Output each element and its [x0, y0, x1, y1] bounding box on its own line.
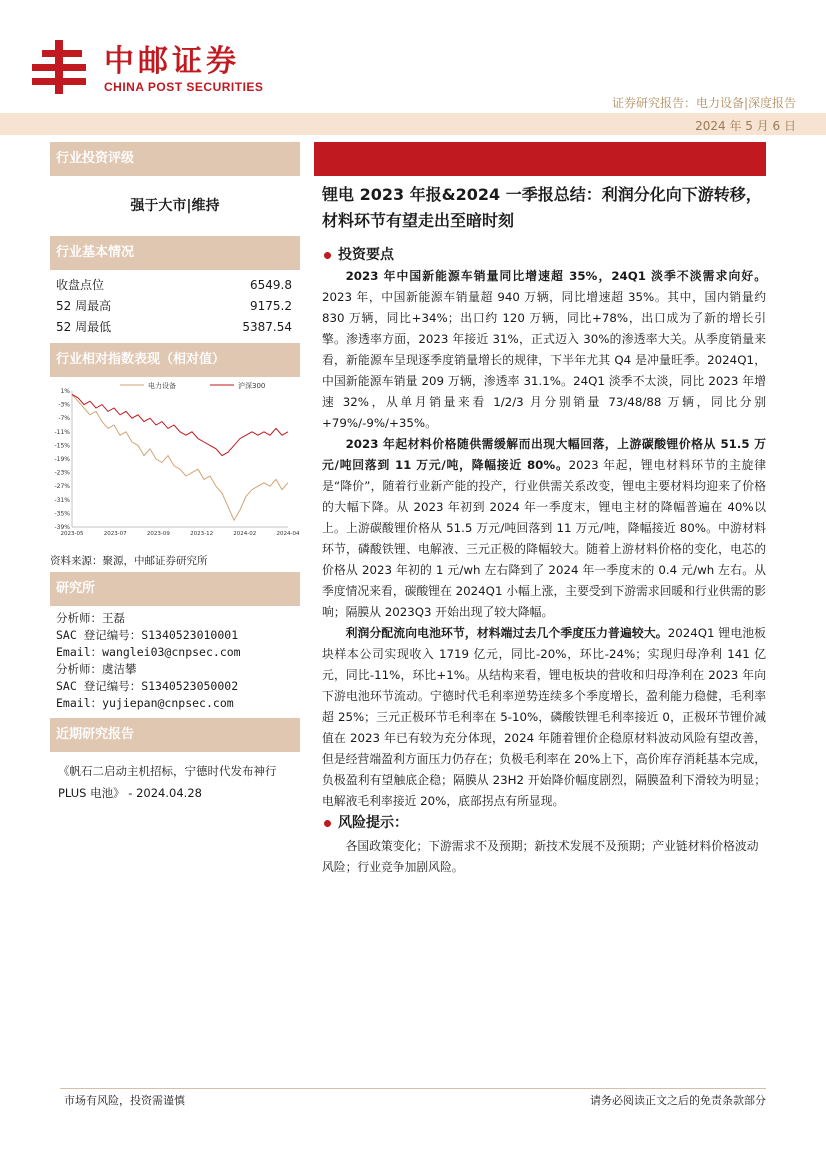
legend-label: 电力设备 — [148, 382, 176, 390]
footer-right: 请务必阅读正文之后的免责条款部分 — [590, 1094, 766, 1107]
y-tick-label: -31% — [54, 496, 70, 504]
logo-text-cn: 中邮证券 — [104, 44, 240, 79]
y-tick-label: -11% — [54, 428, 70, 436]
invest-heading: 投资要点 — [322, 244, 766, 266]
paragraph-2: 2023 年起材料价格随供需缓解而出现大幅回落，上游碳酸锂价格从 51.5 万元/吨回落到 11 万元/吨，降幅接近 80%。2023 年起，锂电材料环节的主旋律是“降价”，随着行业新产能的投产，行业供需关系改变，锂电主要材料均迎来了价格的大幅下降。从 2023 年初到 2024 年一季度末，锂电主材的降幅普遍在 40%以上。上游碳酸锂价格从 51.5 万元/吨回落到 11 万元/吨，降幅接近 80%。中游材料环节，磷酸铁锂、电解液、三元正极的降幅较大。随着上游材料价格的变化，电芯的价格从 2023 年初的 1 元/wh 左右降到了 2024 年一季度末的 0.4 元/wh 左右。从季度情况来看，碳酸锂在 2024Q1 小幅上涨，主要受到下游需求回暖和行业供需的影响；隔膜从 2023Q3 开始出现了较大降幅。 — [322, 437, 766, 619]
analyst-line: Email：wanglei03@cnpsec.com — [56, 645, 241, 659]
y-tick-label: -27% — [54, 483, 70, 491]
analyst-line: SAC 登记编号：S1340523010001 — [56, 628, 239, 642]
logo-text-en: CHINA POST SECURITIES — [104, 80, 264, 94]
footer-left: 市场有风险，投资需谨慎 — [64, 1094, 185, 1107]
basic-info-heading: 行业基本情况 — [50, 236, 300, 270]
report-type: 证券研究报告：电力设备|深度报告 — [611, 96, 796, 110]
report-date: 2024 年 5 月 6 日 — [695, 119, 796, 133]
risk-text: 各国政策变化；下游需求不及预期；新技术发展不及预期；产业链材料价格波动风险；行业竞争加剧风险。 — [322, 839, 759, 874]
relative-index-chart — [50, 377, 300, 547]
analyst-line: SAC 登记编号：S1340523050002 — [56, 679, 239, 693]
report-title: 锂电 2023 年报&2024 一季报总结：利润分化向下游转移，材料环节有望走出至暗时刻 — [322, 185, 762, 230]
x-tick-label: 2023-05 — [60, 531, 84, 537]
chart-source: 资料来源：聚源，中邮证券研究所 — [50, 555, 208, 567]
recent-reports-heading: 近期研究报告 — [50, 718, 300, 752]
industry-rating: 强于大市|维持 — [130, 198, 220, 214]
x-tick-label: 2023-07 — [103, 531, 127, 537]
chart-svg — [50, 377, 300, 547]
y-tick-label: 1% — [60, 388, 70, 395]
y-tick-label: -3% — [58, 401, 70, 409]
y-tick-label: -35% — [54, 510, 70, 518]
paragraph-1: 2023 年中国新能源车销量同比增速超 35%，24Q1 淡季不淡需求向好。2023 年，中国新能源车销量超 940 万辆，同比增速超 35%。其中，国内销量约 830 万辆，同比+34%；出口约 120 万辆，同比+78%，出口成为了新的增长引擎。渗透率方面，2023 年接近 31%，正式迈入 30%的渗透率大关。从季度销量来看，新能源车呈现逐季度销量增长的规律，下半年尤其 Q4 是冲量旺季。2024Q1，中国新能源车销量 209 万辆，渗透率 31.1%。24Q1 淡季不太淡，同比 2023 年增速 32%，从单月销量来看 1/2/3 月分别销量 73/48/88 万辆，同比分别+79%/-9%/+35%。 — [322, 269, 766, 430]
risk-heading: 风险提示： — [322, 812, 766, 834]
y-tick-label: -15% — [54, 442, 70, 450]
footer-divider — [60, 1088, 766, 1089]
y-tick-label: -39% — [54, 524, 70, 531]
paragraph-3: 利润分配流向电池环节，材料端过去几个季度压力普遍较大。2024Q1 锂电池板块样本公司实现收入 1719 亿元，同比-20%，环比-24%；实现归母净利 141 亿元，同比-11%，环比+1%。从结构来看，锂电板块的营收和归母净利在 2023 年向下游电池环节流动。宁德时代毛利率逆势连续多个季度增长，盈利能力稳健，毛利率超 25%；三元正极环节毛利率在 5-10%，磷酸铁锂毛利率接近 0，正极环节锂价减值在 2023 年已有较为充分体现，2024 年随着锂价企稳原材料波动风险有望改善，但是经营端盈利方面压力仍存在；负极毛利率在 20%上下，高价库存消耗基本完成，负极盈利有望触底企稳；隔膜从 23H2 开始降价幅度剧烈，隔膜盈利下滑较为明显；电解液毛利率接近 20%，底部拐点有所显现。 — [322, 626, 766, 808]
china-post-logo-icon — [28, 36, 90, 98]
index-heading: 行业相对指数表现（相对值） — [50, 343, 300, 377]
recent-report-link[interactable]: 《帆石二启动主机招标，宁德时代发布神行 PLUS 电池》 - 2024.04.28 — [58, 764, 277, 800]
analyst-line: 分析师：王磊 — [56, 611, 125, 625]
series-power-equipment-line — [72, 394, 288, 520]
y-tick-label: -7% — [58, 415, 70, 423]
x-tick-label: 2024-02 — [233, 531, 257, 537]
x-tick-label: 2023-09 — [146, 531, 170, 537]
basic-row: 52 周最低 5387.54 — [56, 320, 292, 334]
basic-row: 收盘点位 6549.8 — [56, 278, 292, 292]
x-tick-label: 2023-12 — [190, 531, 214, 537]
sidebar — [50, 142, 300, 804]
analyst-line: 分析师：虞洁攀 — [56, 662, 137, 676]
analyst-line: Email：yujiepan@cnpsec.com — [56, 696, 234, 710]
basic-row: 52 周最高 9175.2 — [56, 299, 292, 313]
y-tick-label: -19% — [54, 456, 70, 463]
y-tick-label: -23% — [54, 469, 70, 477]
x-tick-label: 2024-04 — [276, 531, 300, 537]
main-content — [322, 244, 766, 878]
title-bar — [314, 142, 766, 176]
rating-heading: 行业投资评级 — [50, 142, 300, 176]
legend-label: 沪深300 — [238, 382, 266, 390]
header — [0, 0, 826, 118]
research-heading: 研究所 — [50, 572, 300, 606]
